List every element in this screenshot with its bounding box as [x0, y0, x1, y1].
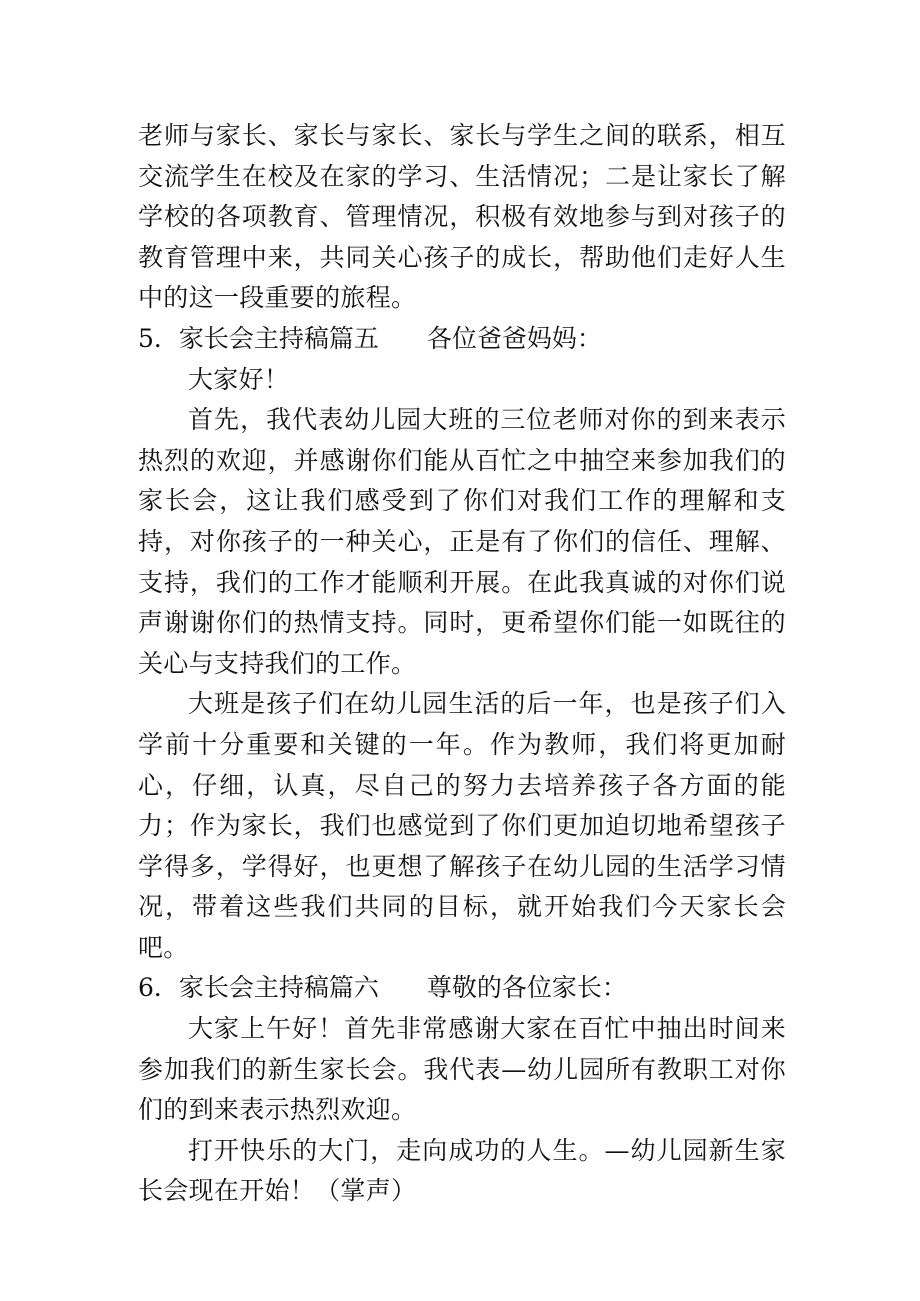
section-title: 5．家长会主持稿篇五 [138, 323, 379, 353]
document-page [138, 116, 786, 1212]
paragraph-opening: 打开快乐的大门，走向成功的人生。—幼儿园新生家长会现在开始！（掌声） [138, 1135, 786, 1206]
section-heading-6 [138, 968, 786, 1009]
paragraph-greeting: 大家好！ [188, 364, 290, 394]
paragraph-welcome: 首先，我代表幼儿园大班的三位老师对你的到来表示热烈的欢迎，并感谢你们能从百忙之中抽空来参加我们的家长会，这让我们感受到了你们对我们工作的理解和支持，对你孩子的一种关心，正是有了你们的信任、理解、支持，我们的工作才能顺利开展。在此我真诚的对你们说声谢谢你们的热情支持。同时，更希望你们能一如既往的关心与支持我们的工作。 [138, 405, 786, 678]
section-title: 6．家长会主持稿篇六 [138, 973, 379, 1003]
section-heading-5 [138, 319, 786, 360]
section-salutation: 尊敬的各位家长： [426, 973, 627, 1003]
section-salutation: 各位爸爸妈妈： [426, 323, 602, 353]
paragraph-morning-greeting: 大家上午好！首先非常感谢大家在百忙中抽出时间来参加我们的新生家长会。我代表—幼儿园所有教职工对你们的到来表示热烈欢迎。 [138, 1014, 786, 1125]
paragraph-intro: 老师与家长、家长与家长、家长与学生之间的联系，相互交流学生在校及在家的学习、生活情况；二是让家长了解学校的各项教育、管理情况，积极有效地参与到对孩子的教育管理中来，共同关心孩子的成长，帮助他们走好人生中的这一段重要的旅程。 [138, 121, 786, 313]
paragraph-senior-class: 大班是孩子们在幼儿园生活的后一年，也是孩子们入学前十分重要和关键的一年。作为教师，我们将更加耐心，仔细，认真，尽自己的努力去培养孩子各方面的能力；作为家长，我们也感觉到了你们更加迫切地希望孩子学得多，学得好，也更想了解孩子在幼儿园的生活学习情况，带着这些我们共同的目标，就开始我们今天家长会吧。 [138, 689, 786, 962]
